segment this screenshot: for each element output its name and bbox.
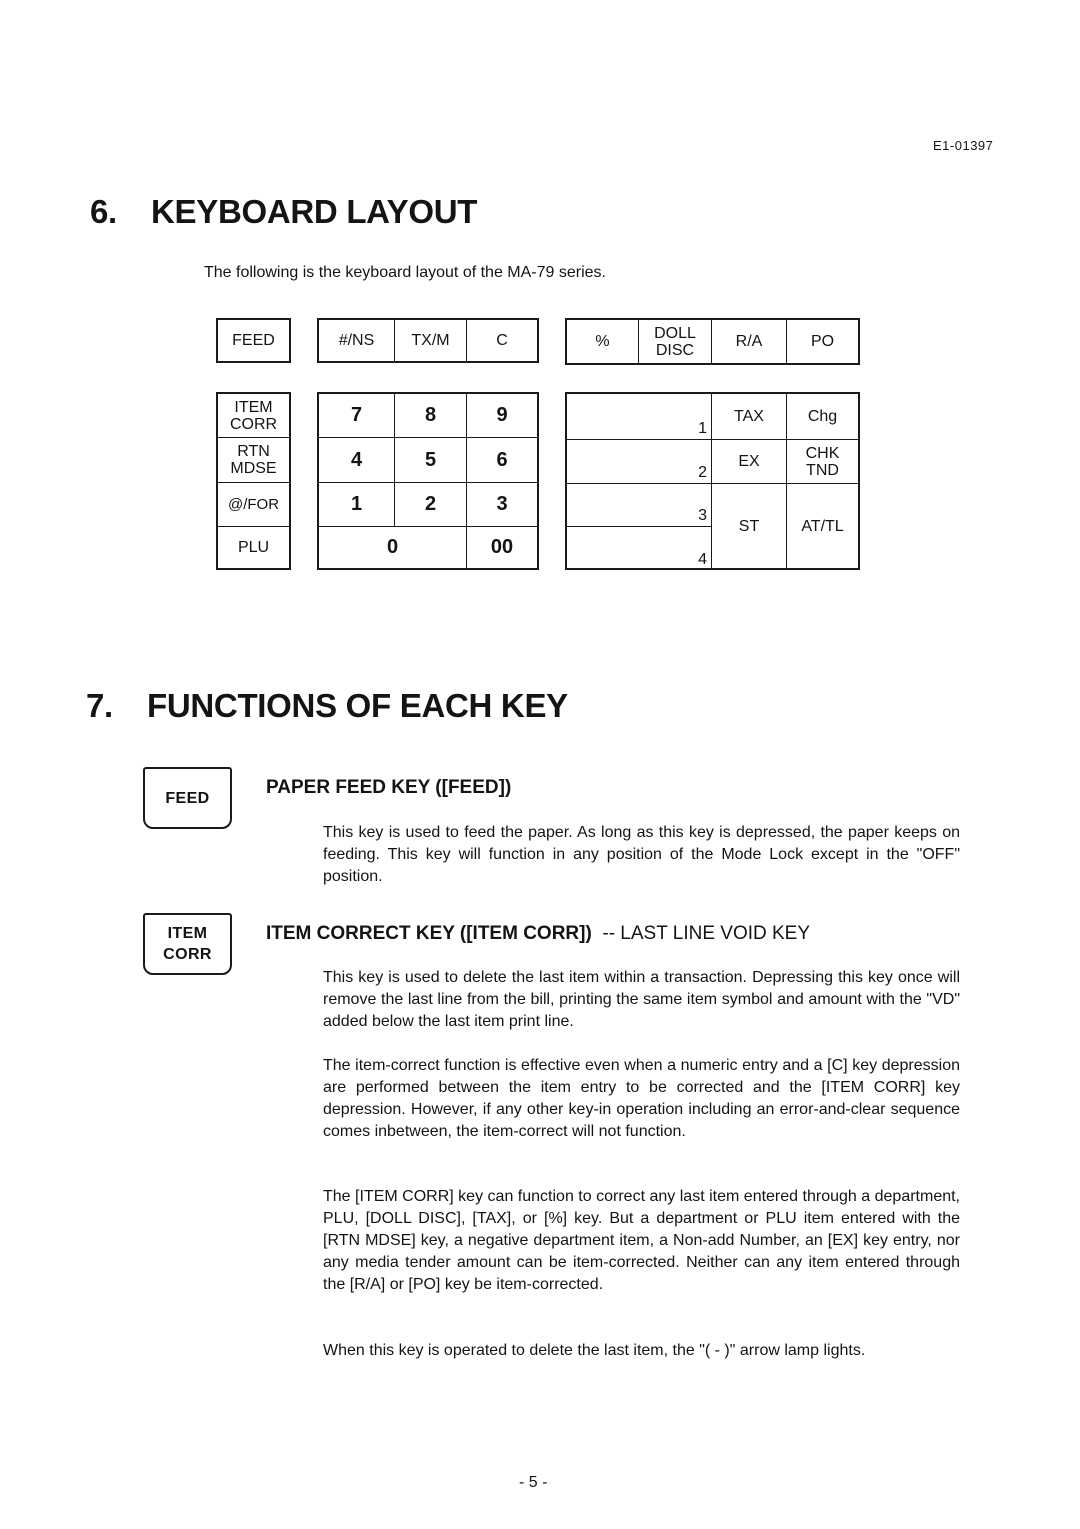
section-6-heading bbox=[90, 193, 477, 231]
section-6-number: 6. bbox=[90, 193, 117, 230]
item-corr-icon-line2: CORR bbox=[163, 946, 212, 963]
kb-key-8: 8 bbox=[394, 394, 466, 437]
kb-dept-key-1 bbox=[567, 394, 711, 439]
item-corr-key-heading bbox=[266, 923, 810, 945]
kb-key-ra: R/A bbox=[711, 320, 786, 363]
kb-key-tax: TAX bbox=[711, 394, 786, 439]
kb-left-col-group bbox=[216, 392, 291, 570]
feed-key-description: This key is used to feed the paper. As long as this key is depressed, the paper keeps on feeding. This key will function in any position of the Mode Lock except in the "OFF" position. bbox=[323, 824, 960, 885]
kb-key-c: C bbox=[466, 320, 537, 361]
keyboard-intro-text: The following is the keyboard layout of the MA-79 series. bbox=[204, 264, 606, 281]
kb-key-rtn-mdse bbox=[218, 437, 289, 482]
kb-dept-number-1: 1 bbox=[698, 420, 707, 437]
kb-key-doll-disc bbox=[638, 320, 711, 363]
section-7-number: 7. bbox=[86, 687, 113, 724]
kb-feed-group bbox=[216, 318, 291, 363]
kb-key-00: 00 bbox=[466, 526, 537, 568]
kb-key-percent: % bbox=[595, 333, 610, 350]
section-7-title: FUNCTIONS OF EACH KEY bbox=[147, 687, 568, 724]
kb-key-item-corr bbox=[218, 394, 289, 437]
kb-key-doll-label: DOLL bbox=[654, 324, 696, 342]
kb-key-po: PO bbox=[786, 320, 858, 363]
kb-key-4: 4 bbox=[319, 437, 394, 482]
kb-key-ns: #/NS bbox=[338, 332, 375, 349]
kb-key-0: 0 bbox=[319, 526, 466, 568]
kb-dept-key-3 bbox=[567, 483, 711, 526]
kb-key-2: 2 bbox=[394, 482, 466, 526]
kb-key-3: 3 bbox=[466, 482, 537, 526]
kb-dept-key-2 bbox=[567, 439, 711, 483]
section-7-heading bbox=[86, 687, 568, 725]
kb-key-5: 5 bbox=[394, 437, 466, 482]
kb-key-rtn-label: RTN bbox=[237, 443, 270, 460]
item-corr-paragraph-2: The item-correct function is effective even when a numeric entry and a [C] key depression are performed between the item entry to be corrected and the [ITEM CORR] key depression. However, if any other key-in operation including an error-and-clear sequence comes inbetween, the item-correct will not function. bbox=[323, 1057, 960, 1140]
kb-key-item-label: ITEM bbox=[234, 398, 273, 416]
kb-dept-number-4: 4 bbox=[698, 551, 707, 568]
document-id: E1-01397 bbox=[933, 138, 994, 153]
kb-key-chk-tnd bbox=[786, 439, 858, 483]
kb-key-ex: EX bbox=[711, 439, 786, 483]
kb-key-feed: FEED bbox=[232, 332, 275, 349]
kb-key-plu: PLU bbox=[218, 526, 289, 568]
kb-key-6: 6 bbox=[466, 437, 537, 482]
kb-dept-number-3: 3 bbox=[698, 507, 707, 524]
kb-key-for: @/FOR bbox=[218, 482, 289, 526]
kb-dept-key-4 bbox=[567, 526, 711, 568]
item-corr-icon-line1: ITEM bbox=[167, 925, 208, 942]
kb-top-mid-group bbox=[317, 318, 539, 363]
kb-key-txm: TX/M bbox=[394, 320, 466, 361]
kb-key-9: 9 bbox=[466, 394, 537, 437]
item-corr-heading-main: ITEM CORRECT KEY ([ITEM CORR]) bbox=[266, 923, 592, 944]
item-corr-key-icon bbox=[143, 913, 232, 975]
kb-top-right-group bbox=[565, 318, 860, 365]
feed-key-icon-label: FEED bbox=[165, 789, 210, 807]
kb-key-st: ST bbox=[711, 483, 786, 568]
item-corr-paragraph-3: The [ITEM CORR] key can function to correct any last item entered through a department, PLU, [DOLL DISC], [TAX], or [%] key. But a department or PLU item entered with the [RTN MDSE] key, a negative department item, a Non-add Number, an [EX] key entry, nor any media tender amount can be item-corrected. Neither can any item entered through the [R/A] or [PO] key be item-corrected. bbox=[323, 1188, 960, 1293]
kb-key-mdse-label: MDSE bbox=[230, 460, 277, 477]
feed-key-icon bbox=[143, 767, 232, 829]
kb-key-7: 7 bbox=[350, 404, 363, 426]
kb-key-tnd-label: TND bbox=[806, 461, 839, 479]
item-corr-paragraph-4: When this key is operated to delete the last item, the "( - )" arrow lamp lights. bbox=[323, 1342, 866, 1359]
kb-key-1: 1 bbox=[319, 482, 394, 526]
kb-key-disc-label: DISC bbox=[655, 341, 695, 359]
kb-numpad-group bbox=[317, 392, 539, 570]
kb-key-chg: Chg bbox=[786, 394, 858, 439]
item-corr-heading-suffix: -- LAST LINE VOID KEY bbox=[602, 923, 811, 944]
kb-key-chk-label: CHK bbox=[805, 444, 840, 462]
section-6-title: KEYBOARD LAYOUT bbox=[151, 193, 478, 230]
page-number: - 5 - bbox=[519, 1474, 548, 1491]
kb-key-corr-label: CORR bbox=[229, 415, 278, 433]
kb-dept-number-2: 2 bbox=[698, 464, 707, 481]
feed-key-heading: PAPER FEED KEY ([FEED]) bbox=[266, 777, 512, 798]
kb-key-attl: AT/TL bbox=[786, 483, 858, 568]
item-corr-paragraph-1: This key is used to delete the last item within a transaction. Depressing this key once will remove the last line from the bill, printing the same item symbol and amount with the "VD" added below the last item print line. bbox=[323, 969, 960, 1030]
kb-right-group bbox=[565, 392, 860, 570]
